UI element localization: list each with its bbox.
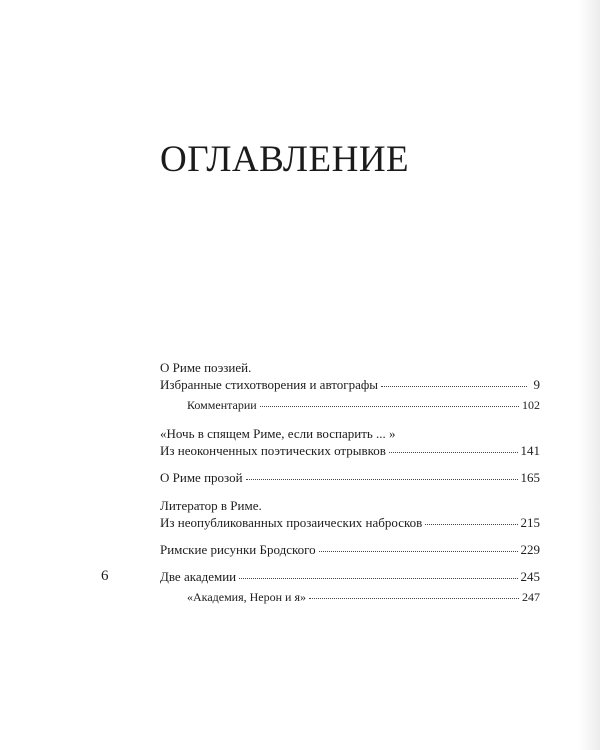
toc-entry-heading: О Риме поэзией. <box>160 360 252 375</box>
toc-entry-label: Римские рисунки Бродского <box>160 542 316 557</box>
toc-entry-academies[interactable] <box>160 568 540 606</box>
toc-entry-poetry[interactable] <box>160 359 540 414</box>
toc-subentry-comments[interactable] <box>160 397 540 414</box>
toc-entry-line <box>160 442 540 459</box>
toc-page-number: 215 <box>520 515 540 530</box>
toc-entry-heading: Литератор в Риме. <box>160 498 262 513</box>
toc-entry-title-line <box>160 497 540 514</box>
toc-entry-line <box>160 469 540 486</box>
page-edge-shadow <box>578 0 600 750</box>
toc-entry-night-rome[interactable] <box>160 425 540 459</box>
toc-page-number: 141 <box>520 443 540 458</box>
toc-entry-prose[interactable] <box>160 469 540 486</box>
table-of-contents <box>160 359 540 606</box>
toc-subentry-label: «Академия, Нерон и я» <box>187 590 306 604</box>
page-title: ОГЛАВЛЕНИЕ <box>160 139 410 180</box>
toc-entry-drawings[interactable] <box>160 541 540 558</box>
dot-leader <box>309 588 519 599</box>
toc-subentry-nero[interactable] <box>160 589 540 606</box>
dot-leader <box>260 396 519 407</box>
toc-entry-literator[interactable] <box>160 497 540 531</box>
toc-subentry-label: Комментарии <box>187 398 257 412</box>
page-number-folio: 6 <box>101 568 109 584</box>
toc-page-number: 247 <box>522 590 540 604</box>
toc-entry-label: Из неопубликованных прозаических набросков <box>160 515 423 530</box>
toc-page-number: 165 <box>520 470 540 485</box>
dot-leader <box>389 442 518 453</box>
toc-entry-title-line <box>160 425 540 442</box>
toc-page-number: 9 <box>533 377 540 392</box>
toc-entry-title-line <box>160 359 540 376</box>
dot-leader <box>381 376 527 387</box>
toc-entry-label: Из неоконченных поэтических отрывков <box>160 443 386 458</box>
toc-entry-heading: «Ночь в спящем Риме, если воспарить ... » <box>160 426 396 441</box>
toc-entry-line <box>160 376 540 393</box>
toc-entry-line <box>160 568 540 585</box>
dot-leader <box>425 514 517 525</box>
dot-leader <box>246 469 518 480</box>
toc-entry-label: Две академии <box>160 569 237 584</box>
toc-entry-label: О Риме прозой <box>160 470 243 485</box>
toc-page-number: 102 <box>522 398 540 412</box>
dot-leader <box>319 541 518 552</box>
toc-entry-line <box>160 541 540 558</box>
toc-entry-label: Избранные стихотворения и автографы <box>160 377 379 392</box>
dot-leader <box>239 568 517 579</box>
toc-entry-line <box>160 514 540 531</box>
toc-page-number: 229 <box>520 542 540 557</box>
toc-page-number: 245 <box>520 569 540 584</box>
